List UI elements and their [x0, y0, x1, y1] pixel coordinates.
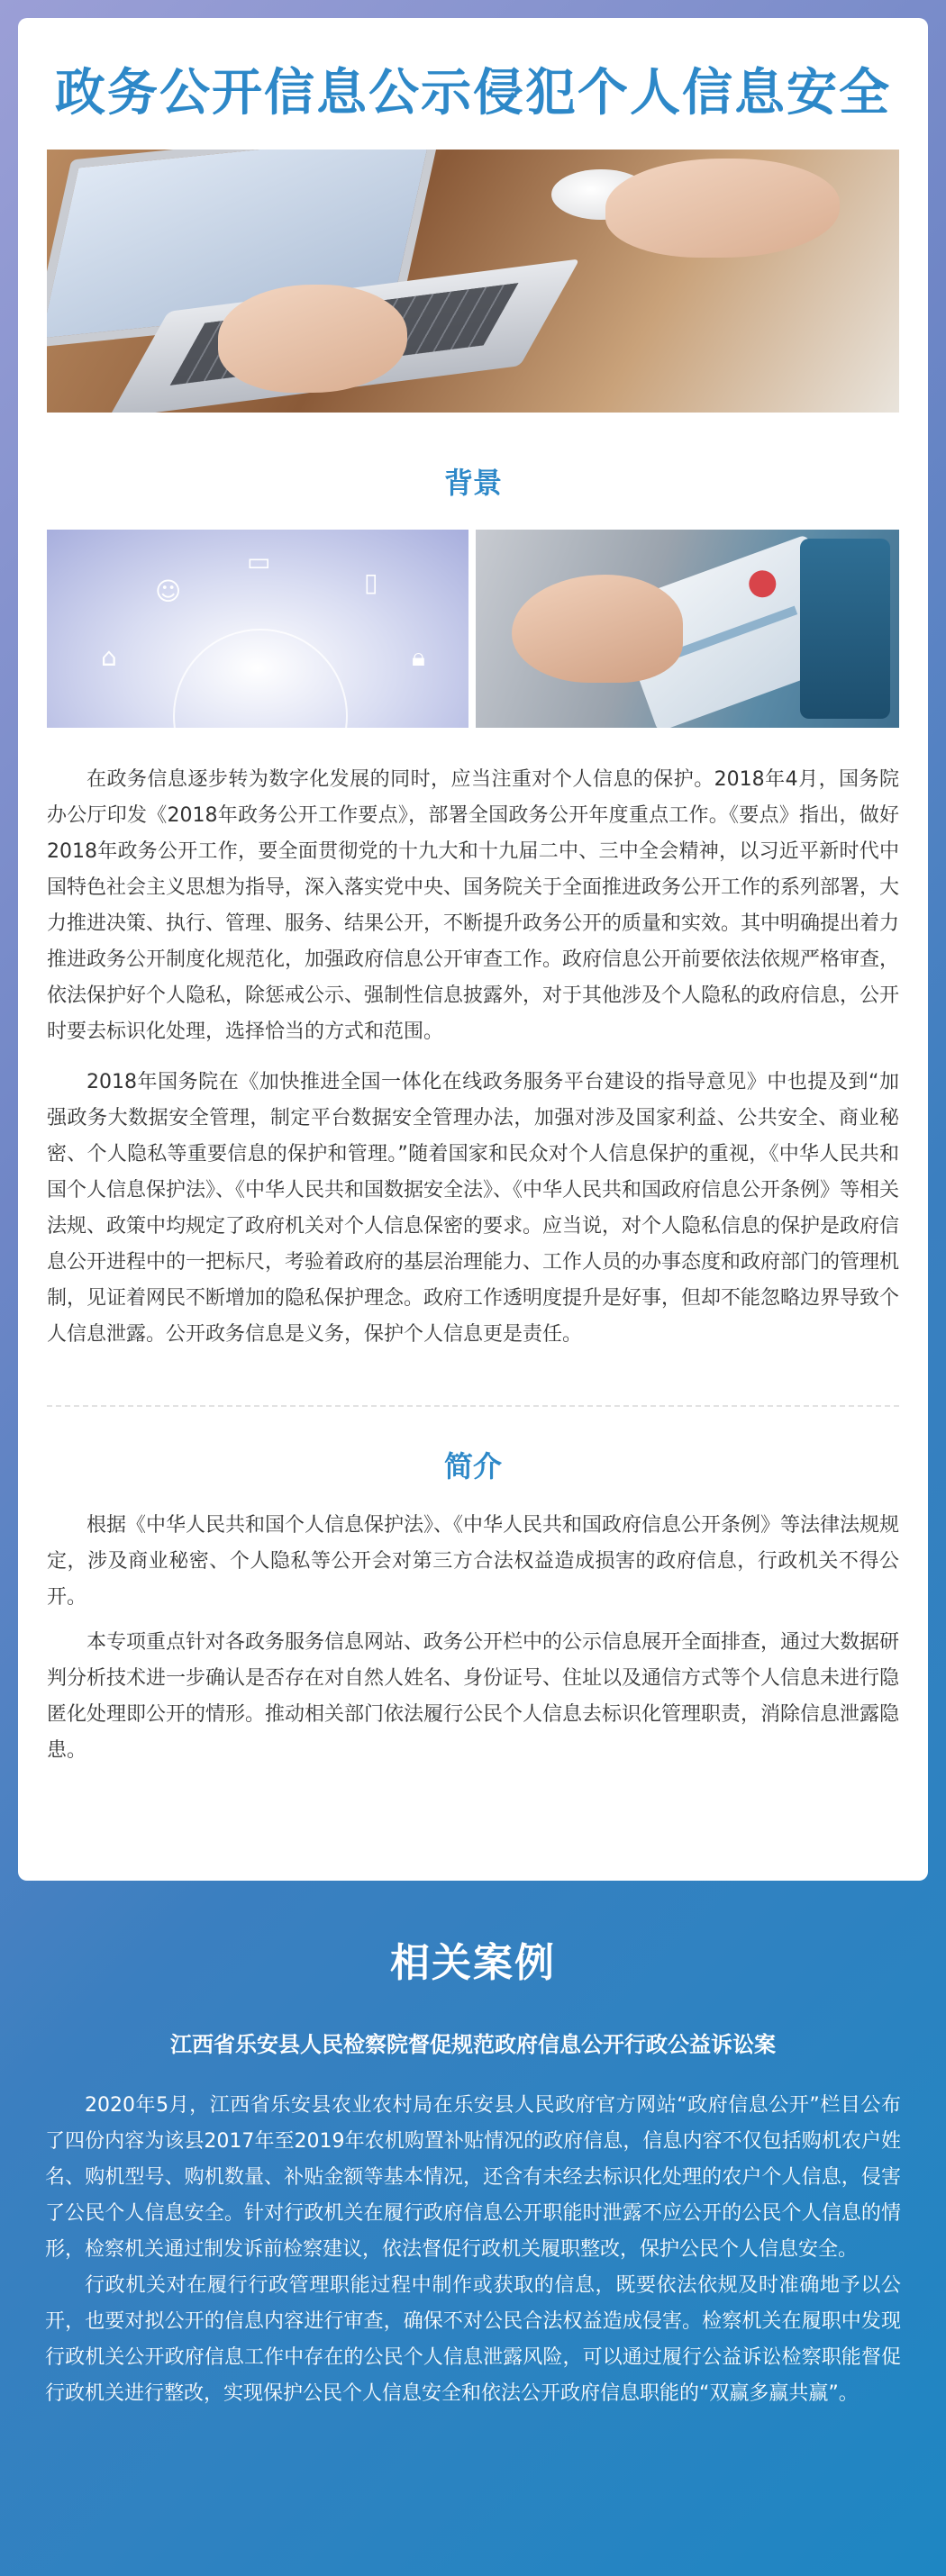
- hand-left: [218, 285, 407, 393]
- intro-paragraph-1: 根据《中华人民共和国个人信息保护法》、《中华人民共和国政府信息公开条例》等法律法规规定，涉及商业秘密、个人隐私等公开会对第三方合法权益造成损害的政府信息，行政机关不得公开。: [47, 1514, 900, 1609]
- related-cases-section: [45, 1937, 901, 2412]
- hero-image: [47, 150, 899, 413]
- cases-heading: 相关案例: [390, 1940, 556, 1986]
- lock-icon: 🔒︎: [412, 642, 425, 672]
- case-text: [45, 2088, 901, 2412]
- computer-icon: ▭: [247, 547, 271, 576]
- background-text: [47, 762, 899, 1353]
- card-seal: [745, 567, 779, 601]
- card-insertion-image: [476, 530, 899, 728]
- intro-heading: 简介: [443, 1449, 502, 1483]
- home-icon: ⌂: [101, 642, 117, 672]
- network-icons-image: [47, 530, 468, 728]
- content-card: [18, 18, 928, 1881]
- background-paragraph-2: 2018年国务院在《加快推进全国一体化在线政务服务平台建设的指导意见》中也提及到“加强政务大数据安全管理，制定平台数据安全管理办法，加强对涉及国家利益、公共安全、商业秘密、个人隐私等重要信息的保护和管理。”随着国家和民众对个人信息保护的重视，《中华人民共和国个人信息保护法》、《中华人民共和国数据安全法》、《中华人民共和国政府信息公开条例》等相关法规、政策中均规定了政府机关对个人信息保密的要求。应当说，对个人隐私信息的保护是政府信息公开进程中的一把标尺，考验着政府的基层治理能力、工作人员的办事态度和政府部门的管理机制，见证着网民不断增加的隐私保护理念。政府工作透明度提升是好事，但却不能忽略边界导致个人信息泄露。公开政务信息是义务，保护个人信息更是责任。: [47, 1071, 900, 1346]
- finger-shape: [512, 575, 683, 683]
- intro-paragraph-2: 本专项重点针对各政务服务信息网站、政务公开栏中的公示信息展开全面排查，通过大数据研判分析技术进一步确认是否存在对自然人姓名、身份证号、住址以及通信方式等个人信息未进行隐匿化处理即公开的情形。推动相关部门依法履行公民个人信息去标识化管理职责，消除信息泄露隐患。: [47, 1631, 900, 1762]
- people-icon: ☺: [155, 576, 182, 606]
- phone-icon: ▯: [364, 567, 378, 597]
- case-paragraph-1: 2020年5月，江西省乐安县农业农村局在乐安县人民政府官方网站“政府信息公开”栏目公布了四份内容为该县2017年至2019年农机购置补贴情况的政府信息，信息内容不仅包括购机农户姓名、购机型号、购机数量、补贴金额等基本情况，还含有未经去标识化处理的农户个人信息，侵害了公民个人信息安全。针对行政机关在履行政府信息公开职能时泄露不应公开的公民个人信息的情形，检察机关通过制发诉前检察建议，依法督促行政机关履职整改，保护公民个人信息安全。: [45, 2094, 901, 2261]
- hand-right: [605, 159, 840, 258]
- background-images: [47, 530, 899, 728]
- case-title: 江西省乐安县人民检察院督促规范政府信息公开行政公益诉讼案: [170, 2032, 776, 2057]
- intro-text: [47, 1508, 899, 1769]
- network-ring: [173, 629, 348, 728]
- background-paragraph-1: 在政务信息逐步转为数字化发展的同时，应当注重对个人信息的保护。2018年4月，国务院办公厅印发《2018年政务公开工作要点》，部署全国政务公开年度重点工作。《要点》指出，做好2018年政务公开工作，要全面贯彻党的十九大和十九届二中、三中全会精神，以习近平新时代中国特色社会主义思想为指导，深入落实党中央、国务院关于全面推进政务公开工作的系列部署，大力推进决策、执行、管理、服务、结果公开，不断提升政务公开的质量和实效。其中明确提出着力推进政务公开制度化规范化，加强政府信息公开审查工作。政府信息公开前要依法依规严格审查，依法保护好个人隐私，除惩戒公示、强制性信息披露外，对于其他涉及个人隐私的政府信息，公开时要去标识化处理，选择恰当的方式和范围。: [47, 768, 900, 1043]
- card-slot: [800, 539, 890, 719]
- background-heading: 背景: [443, 466, 502, 500]
- section-divider: [47, 1405, 899, 1407]
- case-paragraph-2: 行政机关对在履行行政管理职能过程中制作或获取的信息，既要依法依规及时准确地予以公开，也要对拟公开的信息内容进行审查，确保不对公民合法权益造成侵害。检察机关在履职中发现行政机关公开政府信息工作中存在的公民个人信息泄露风险，可以通过履行公益诉讼检察职能督促行政机关进行整改，实现保护公民个人信息安全和依法公开政府信息职能的“双赢多赢共赢”。: [45, 2274, 901, 2405]
- page-title: 政务公开信息公示侵犯个人信息安全: [55, 64, 891, 122]
